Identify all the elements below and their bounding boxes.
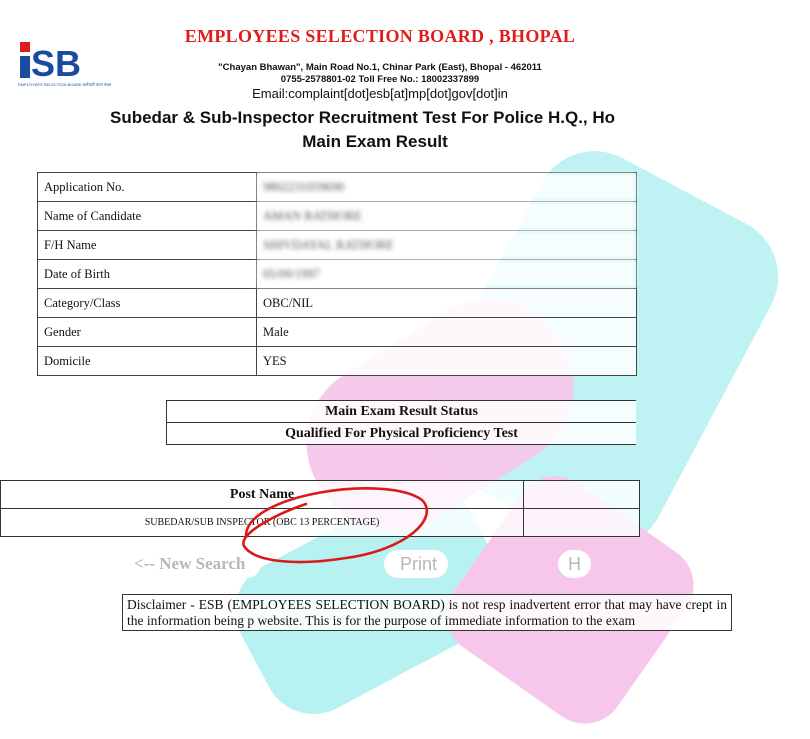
application-no-value: 9802231059690 [257, 173, 637, 202]
table-row [167, 401, 637, 423]
table-row [38, 231, 637, 260]
table-row [38, 289, 637, 318]
table-row [38, 202, 637, 231]
exam-title: Subedar & Sub-Inspector Recruitment Test For Police H.Q., Ho [110, 108, 616, 127]
candidate-name-value: AMAN RATHORE [257, 202, 637, 231]
candidate-table [37, 172, 637, 376]
address [190, 62, 570, 86]
table-row [167, 423, 637, 445]
dob-value: 05/09/1997 [257, 260, 637, 289]
gender-value: Male [257, 318, 637, 347]
logo-caption: EMPLOYEES SELECTION BOARD कर्मचारी चयन मंडल [18, 82, 112, 87]
post-extra-cell [524, 481, 640, 509]
status-heading: Main Exam Result Status [167, 401, 637, 423]
result-status-table [166, 400, 636, 445]
table-row [38, 347, 637, 376]
email-line: Email:complaint[dot]esb[at]mp[dot]gov[dot]in [252, 86, 508, 101]
board-title: EMPLOYEES SELECTION BOARD , BHOPAL [184, 26, 576, 46]
phone-line: 0755-2578801-02 Toll Free No.: 18002337899 [280, 74, 480, 85]
address-line: "Chayan Bhawan", Main Road No.1, Chinar Park (East), Bhopal - 462011 [218, 62, 542, 73]
svg-text:SB: SB [31, 43, 82, 84]
field-label: F/H Name [38, 231, 257, 260]
father-name-value: SHIVDAYAL RATHORE [257, 231, 637, 260]
status-value: Qualified For Physical Proficiency Test [167, 423, 637, 445]
category-value: OBC/NIL [257, 289, 637, 318]
field-label: Application No. [38, 173, 257, 202]
field-label: Date of Birth [38, 260, 257, 289]
exam-subtitle [0, 131, 700, 153]
field-label: Domicile [38, 347, 257, 376]
table-row [38, 318, 637, 347]
domicile-value: YES [257, 347, 637, 376]
post-name-value: SUBEDAR/SUB INSPECTOR (OBC 13 PERCENTAGE) [1, 509, 524, 537]
annotation-circle [236, 474, 436, 574]
print-button[interactable]: Print [384, 550, 448, 578]
table-row [38, 173, 637, 202]
new-search-link[interactable]: <-- New Search [118, 550, 261, 578]
post-name-header: Post Name [1, 481, 524, 509]
field-label: Gender [38, 318, 257, 347]
field-label: Name of Candidate [38, 202, 257, 231]
exam-subtitle-text: Main Exam Result [302, 132, 448, 151]
disclaimer: Disclaimer - ESB (EMPLOYEES SELECTION BOARD) is not resp inadvertent error that may have crept in the information being p website. This is for the purpose of immediate information to the exam [122, 594, 732, 631]
home-button[interactable]: H [558, 550, 591, 578]
table-row [38, 260, 637, 289]
post-extra-cell [524, 509, 640, 537]
field-label: Category/Class [38, 289, 257, 318]
